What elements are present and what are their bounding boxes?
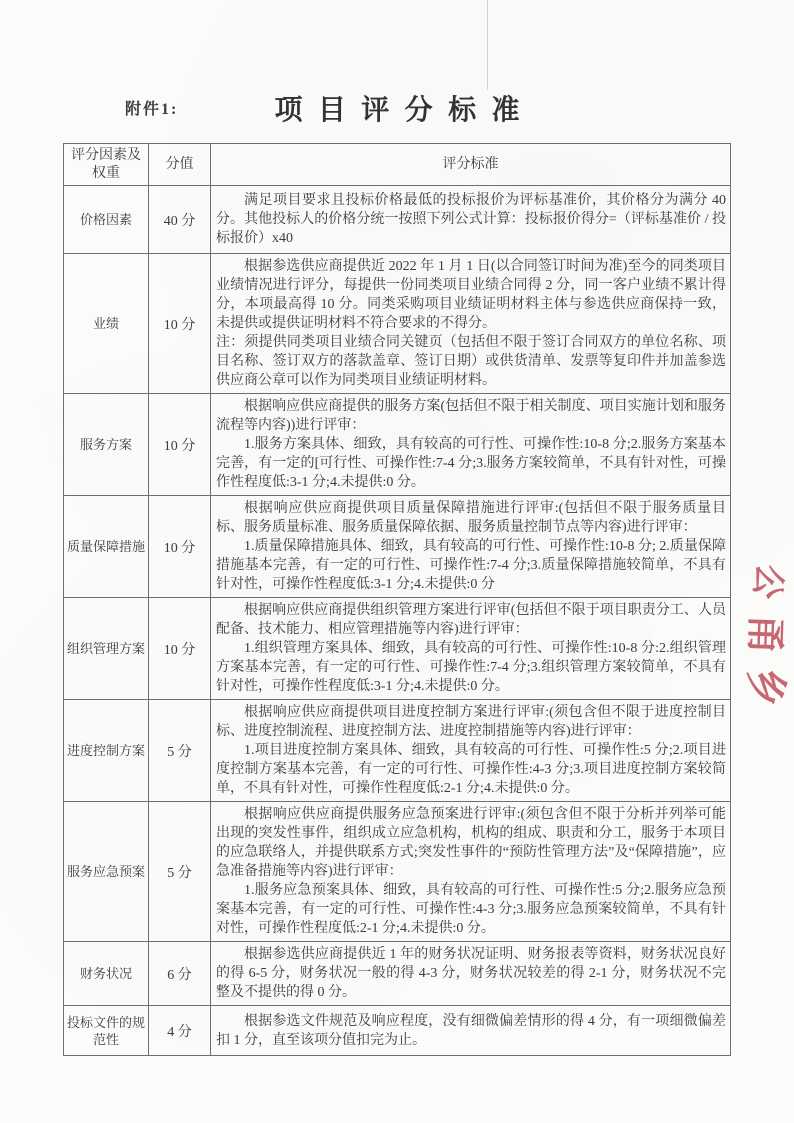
criteria-paragraph: 1.组织管理方案具体、细致，具有较高的可行性、可操作性:10-8 分:2.组织管理方案基本完善，有一定的可行性、可操作性:7-4 分;3.组织管理方案较简单，不具有针对性，可操作性程度低:3-1 分;4.未提供:0 分。	[216, 641, 726, 694]
criteria-cell	[211, 598, 731, 700]
red-stamp-fragment	[740, 550, 794, 710]
factor-cell: 组织管理方案	[64, 598, 149, 700]
criteria-cell	[211, 394, 731, 496]
criteria-paragraph: 根据参选供应商提供近 2022 年 1 月 1 日(以合同签订时间为准)至今的同类项目业绩情况进行评分，每提供一份同类项目业绩合同得 2 分，同一客户业绩不累计得分，本项最高得 10 分。同类采购项目业绩证明材料主体与参选供应商保持一致，未提供或提供证明材料不符合要求的不得分。	[216, 259, 726, 331]
factor-cell: 业绩	[64, 254, 149, 394]
criteria-paragraph: 根据参选供应商提供近 1 年的财务状况证明、财务报表等资料，财务状况良好的得 6-5 分，财务状况一般的得 4-3 分，财务状况较差的得 2-1 分，财务状况不完整及不提供的得 0 分。	[216, 947, 726, 1000]
criteria-paragraph: 1.质量保障措施具体、细致，具有较高的可行性、可操作性:10-8 分; 2.质量保障措施基本完善，有一定的可行性、可操作性:7-4 分;3.质量保障措施较简单，不具有针对性，可操作性程度低:3-1 分;4.未提供:0 分	[216, 539, 726, 592]
factor-cell: 服务方案	[64, 394, 149, 496]
criteria-cell	[211, 942, 731, 1006]
column-header-score: 分值	[149, 144, 211, 186]
criteria-cell	[211, 496, 731, 598]
factor-cell: 价格因素	[64, 186, 149, 254]
column-header-factor	[64, 144, 149, 186]
criteria-paragraph: 注：须提供同类项目业绩合同关键页（包括但不限于签订合同双方的单位名称、项目名称、签订双方的落款盖章、签订日期）或供货清单、发票等复印件并加盖参选供应商公章可以作为同类项目业绩证明材料。	[216, 335, 726, 388]
column-header-criteria: 评分标准	[211, 144, 731, 186]
criteria-paragraph: 满足项目要求且投标价格最低的投标报价为评标基准价，其价格分为满分 40 分。其他投标人的价格分统一按照下列公式计算：投标报价得分=（评标基准价 / 投标报价）x40	[216, 193, 726, 246]
stamp-glyph: 甬	[741, 613, 789, 656]
score-cell: 4 分	[149, 1006, 211, 1056]
table-row	[64, 700, 731, 802]
scan-artifact-line	[487, 0, 488, 90]
document-header	[0, 88, 794, 128]
criteria-paragraph: 根据响应供应商提供的服务方案(包括但不限于相关制度、项目实施计划和服务流程等内容))进行评审：	[216, 399, 726, 433]
table-row	[64, 802, 731, 942]
criteria-cell	[211, 700, 731, 802]
criteria-cell	[211, 254, 731, 394]
score-cell: 10 分	[149, 496, 211, 598]
score-cell: 10 分	[149, 254, 211, 394]
stamp-glyph: 公	[746, 560, 788, 603]
factor-cell: 投标文件的规范性	[64, 1006, 149, 1056]
criteria-paragraph: 根据参选文件规范及响应程度，没有细微偏差情形的得 4 分，有一项细微偏差扣 1 分，直至该项分值扣完为止。	[216, 1013, 726, 1048]
criteria-paragraph: 根据响应供应商提供服务应急预案进行评审:(须包含但不限于分析并列举可能出现的突发性事件，组织成立应急机构，机构的组成、职责和分工，服务于本项目的应急联络人，并提供联系方式;突发性事件的“预防性管理方法”及“保障措施”，应急准备措施等内容)进行评审：	[216, 807, 726, 879]
table-row	[64, 1006, 731, 1056]
criteria-paragraph: 根据响应供应商提供组织管理方案进行评审(包括但不限于项目职责分工、人员配备、技术能力、相应管理措施等内容)进行评审：	[216, 603, 726, 637]
table-row	[64, 254, 731, 394]
criteria-paragraph: 1.项目进度控制方案具体、细致，具有较高的可行性、可操作性:5 分;2.项目进度控制方案基本完善，有一定的可行性、可操作性:4-3 分;3.项目进度控制方案较简单，不具有针对性，可操作性程度低:2-1 分;4.未提供:0 分。	[216, 743, 726, 796]
stamp-glyph: 乡	[740, 662, 794, 712]
table-row	[64, 186, 731, 254]
score-cell: 5 分	[149, 700, 211, 802]
page-title: 项目评分标准	[274, 95, 535, 126]
criteria-cell	[211, 1006, 731, 1056]
score-cell: 5 分	[149, 802, 211, 942]
factor-cell: 进度控制方案	[64, 700, 149, 802]
column-header-factor-label: 评分因素及权重	[71, 147, 141, 181]
factor-cell: 财务状况	[64, 942, 149, 1006]
criteria-cell	[211, 802, 731, 942]
attachment-label: 附件1:	[125, 101, 179, 118]
score-cell: 40 分	[149, 186, 211, 254]
score-cell: 6 分	[149, 942, 211, 1006]
table-row	[64, 598, 731, 700]
criteria-paragraph: 根据响应供应商提供项目质量保障措施进行评审:(包括但不限于服务质量目标、服务质量标准、服务质量保障依据、服务质量控制节点等内容)进行评审：	[216, 501, 726, 535]
table-row	[64, 394, 731, 496]
scoring-table	[63, 143, 731, 1056]
score-cell: 10 分	[149, 394, 211, 496]
factor-cell: 质量保障措施	[64, 496, 149, 598]
score-cell: 10 分	[149, 598, 211, 700]
criteria-cell	[211, 186, 731, 254]
table-row	[64, 496, 731, 598]
criteria-paragraph: 1.服务应急预案具体、细致，具有较高的可行性、可操作性:5 分;2.服务应急预案基本完善，有一定的可行性、可操作性:4-3 分;3.服务应急预案较简单，不具有针对性，可操作性程度低:2-1 分;4.未提供:0 分。	[216, 883, 726, 936]
factor-cell: 服务应急预案	[64, 802, 149, 942]
criteria-paragraph: 根据响应供应商提供项目进度控制方案进行评审:(须包含但不限于进度控制目标、进度控制流程、进度控制方法、进度控制措施等内容)进行评审：	[216, 705, 726, 739]
table-header-row	[64, 144, 731, 186]
table-row	[64, 942, 731, 1006]
criteria-paragraph: 1.服务方案具体、细致，具有较高的可行性、可操作性:10-8 分;2.服务方案基本完善，有一定的[可行性、可操作性:7-4 分;3.服务方案较简单，不具有针对性，可操作性程度低:3-1 分;4.未提供:0 分。	[216, 437, 726, 490]
scoring-table-body	[64, 186, 731, 1056]
